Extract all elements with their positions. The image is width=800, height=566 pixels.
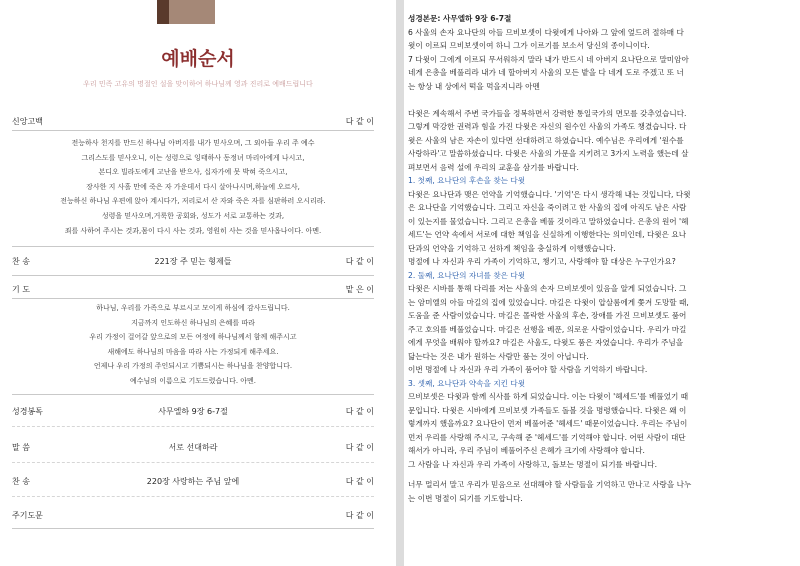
prayer-text xyxy=(12,301,374,389)
point2-line: 도움을 준 사람이었습니다. 마길은 몰락한 사울의 후손, 장애를 가진 므비보셋도 품어 xyxy=(408,311,687,320)
reading-content: 사무엘하 9장 6-7절 xyxy=(158,407,228,416)
left-page xyxy=(0,0,396,566)
point1-text xyxy=(408,188,794,269)
creed-line: 전능하사 천지를 만드신 하나님 아버지를 내가 믿사오며, 그 외아들 우리 주 예수 xyxy=(71,139,315,147)
point2-title: 2. 둘째, 요나단의 자녀를 찾은 다윗 xyxy=(408,270,526,280)
intro-line: 윗은 사울의 남은 자손이 있다면 선대하려고 하였습니다. 예수님은 우리에게 '원수를 xyxy=(408,135,684,145)
prayer-line: 새해에도 하나님의 마음을 따라 사는 가정되게 해주세요. xyxy=(107,347,279,356)
scripture-text xyxy=(408,26,794,94)
point1-line: 명절에 나 자신과 우리 가족이 기억하고, 챙기고, 사랑해야 할 대상은 누구인가요? xyxy=(408,257,676,266)
point3-line: 먼저 우리를 사랑해 주시고, 구속해 준 '헤세드'를 기억해야 합니다. 어떤 사람이 대단 xyxy=(408,432,686,442)
closing-line: 너무 멀리서 말고 우리가 믿음으로 선대해야 할 사람들을 기억하고 만나고 사랑을 나누 xyxy=(408,480,692,489)
point1-line: 이 있는지를 물었습니다. 그리고 은총을 베풀 것이라고 말하였습니다. 은총의 원어 '헤 xyxy=(408,216,689,226)
divider xyxy=(12,298,374,299)
reading-label: 성경봉독 xyxy=(12,407,43,416)
sermon-notes xyxy=(408,12,794,505)
creed-line: 그리스도를 믿사오니, 이는 성령으로 잉태하사 동정녀 마리아에게 나시고, xyxy=(81,153,305,162)
prayer-row xyxy=(12,284,374,296)
header-tab-accent xyxy=(157,0,169,24)
intro-line: 그렇게 막강한 권력과 힘을 가진 다윗은 자신의 원수인 사울의 가족도 챙겼습니다. 다 xyxy=(408,122,687,131)
page-subtitle: 우리 민족 고유의 명절인 설을 맞이하여 하나님께 영과 진리로 예배드립니다 xyxy=(83,80,313,88)
point2-line: 이번 명절에 나 자신과 우리 가족이 품어야 할 사람을 기억하기 바랍니다. xyxy=(408,365,648,374)
creed-line: 본디오 빌라도에게 고난을 받으사, 십자가에 못 박혀 죽으시고, xyxy=(98,168,288,177)
divider xyxy=(12,394,374,395)
point2-line: 에게 무엇을 배워야 할까요? 마길은 사울도, 다윗도 품은 자였습니다. 우리가 주님을 xyxy=(408,338,684,347)
point1-line: 단과의 언약을 기억하고 선하게 책임을 충실하게 이행했습니다. xyxy=(408,243,616,253)
creed-line: 죄를 사하여 주시는 것과,몸이 다시 사는 것과, 영원히 사는 것을 믿사옵나이다. 아멘. xyxy=(64,226,322,235)
hymn2-response: 다 같 이 xyxy=(345,477,374,486)
creed-line: 전능하신 하나님 우편에 앉아 계시다가, 저리로서 산 자와 죽은 자를 심판하러 오시리라. xyxy=(60,197,326,206)
point1-line: 세드'는 언약 속에서 서로에 대한 책임을 신실하게 이행한다는 의미인데, 다윗은 요나 xyxy=(408,230,687,239)
creed-line: 성령을 믿사오며,거룩한 공회와, 성도가 서로 교통하는 것과, xyxy=(101,211,285,220)
point3-line: 문입니다. 다윗은 시바에게 므비보셋 가족들도 돌볼 것을 명령했습니다. 다윗은 왜 이 xyxy=(408,405,687,415)
point1-title: 1. 첫째, 요나단의 후손을 찾는 다윗 xyxy=(408,176,526,185)
page-gutter xyxy=(396,0,404,566)
reading-response: 다 같 이 xyxy=(345,407,374,416)
sermon-content: 서로 선대하라 xyxy=(168,443,218,452)
hymn2-content: 220장 사랑하는 주님 앞에 xyxy=(146,477,240,486)
prayer-line: 예수님의 이름으로 기도드렸습니다. 아멘. xyxy=(129,376,257,385)
scripture-title: 성경본문: 사무엘하 9장 6-7절 xyxy=(408,14,512,23)
closing-text xyxy=(408,478,794,505)
point3-text xyxy=(408,390,794,471)
creed-response: 다 같 이 xyxy=(345,117,374,126)
intro-line: 다윗은 계속해서 주변 국가들을 정복하면서 강력한 통일국가의 면모를 갖추었습니다. xyxy=(408,108,687,118)
divider xyxy=(12,246,374,247)
prayer-label: 기 도 xyxy=(12,285,30,294)
scripture-line: 7 다윗이 그에게 이르되 무서워하지 말라 내가 반드시 네 아버지 요나단으로 말미암아 xyxy=(408,54,689,64)
divider xyxy=(12,528,374,529)
point3-line: 렇게까지 했을까요? 요나단이 먼저 베풀어준 '헤세드' 때문이었습니다. 우리는 주님이 xyxy=(408,419,688,428)
point2-line: 다윗은 시바를 통해 다리를 저는 사울의 손자 므비보셋이 있음을 알게 되었습니다. 그 xyxy=(408,284,687,293)
point3-line: 그 사람을 나 자신과 우리 가족이 사랑하고, 돌보는 명절이 되기를 바랍니다. xyxy=(408,459,658,469)
hymn2-label: 찬 송 xyxy=(12,477,30,486)
creed-label: 신앙고백 xyxy=(12,117,43,126)
scripture-line: 윗이 이르되 므비보셋이여 하니 그가 이르기를 보소서 당신의 종이니이다. xyxy=(408,41,650,50)
divider xyxy=(12,130,374,131)
sermon-row xyxy=(12,442,374,454)
point1-line: 은 요나단을 기억했습니다. 그리고 자신을 죽이려고 한 사울의 집에 아직도 남은 사람 xyxy=(408,203,687,212)
prayer-line: 지금까지 인도하신 하나님의 은혜를 따라 xyxy=(131,318,255,327)
scripture-line: 6 사울의 손자 요나단의 아들 므비보셋이 다윗에게 나아와 그 앞에 엎드려 절하매 다 xyxy=(408,27,684,37)
point2-text xyxy=(408,282,794,377)
prayer-line: 우리 가정이 걸어갈 앞으로의 모든 여정에 하나님께서 함께 해주시고 xyxy=(89,333,297,342)
intro-line: 사랑하라'고 말씀하셨습니다. 다윗은 사울의 가문을 지키려고 3가지 노력을 했는데 살 xyxy=(408,149,689,158)
sermon-label: 말 씀 xyxy=(12,443,30,452)
divider xyxy=(12,496,374,497)
reading-row xyxy=(12,406,374,418)
creed-text xyxy=(12,136,374,238)
divider xyxy=(12,462,374,463)
point2-line: 주고 호의를 베풀었습니다. 마길은 선행을 베푼, 의로운 사람이었습니다. 우리가 마길 xyxy=(408,324,687,334)
closing-line: 는 이번 명절이 되기를 기도합니다. xyxy=(408,493,523,503)
prayer-line: 하나님, 우리를 가족으로 부르시고 모이게 하심에 감사드립니다. xyxy=(96,304,290,312)
lords-prayer-label: 주기도문 xyxy=(12,511,43,520)
creed-line: 장사한 지 사흘 만에 죽은 자 가운데서 다시 살아나시며,하늘에 오르사, xyxy=(86,182,300,191)
scripture-line: 네게 은총을 베풀리라 내가 네 할아버지 사울의 모든 밭을 다 네게 도로 주겠고 또 너 xyxy=(408,68,684,77)
creed-row xyxy=(12,116,374,128)
intro-line: 펴보면서 음력 설에 우리의 교훈을 삼기를 바랍니다. xyxy=(408,162,579,172)
lords-prayer-response: 다 같 이 xyxy=(345,511,374,520)
scripture-line: 는 항상 내 상에서 떡을 먹을지니라 아멘 xyxy=(408,81,540,91)
point3-line: 해서가 아니라, 우리 주님이 베풀어주신 은혜가 크기에 사랑해야 합니다. xyxy=(408,446,645,455)
divider xyxy=(12,275,374,276)
hymn1-row xyxy=(12,256,374,268)
point1-line: 다윗은 요나단과 맺은 언약을 기억했습니다. '기억'은 다시 생각해 내는 것입니다, 다윗 xyxy=(408,189,691,199)
lords-prayer-row xyxy=(12,510,374,522)
right-page xyxy=(404,0,800,566)
page-title: 예배순서 xyxy=(161,48,235,70)
prayer-response: 맡 은 이 xyxy=(345,285,374,294)
divider xyxy=(12,426,374,427)
point3-title: 3. 셋째, 요나단과 약속을 지킨 다윗 xyxy=(408,378,526,388)
prayer-line: 언제나 우리 가정의 주인되시고 기쁨되시는 하나님을 찬양합니다. xyxy=(93,362,293,371)
point2-line: 는 암미엘의 아들 마길의 집에 있었습니다. 마길은 다윗이 압살롬에게 쫓겨 도망할 때, xyxy=(408,297,689,307)
sermon-response: 다 같 이 xyxy=(345,443,374,452)
point2-line: 닮는다는 것은 내가 원하는 사람만 품는 것이 아닙니다. xyxy=(408,351,589,361)
intro-text xyxy=(408,107,794,175)
hymn1-label: 찬 송 xyxy=(12,257,30,266)
hymn1-response: 다 같 이 xyxy=(345,257,374,266)
hymn1-content: 221장 주 믿는 형제들 xyxy=(154,257,232,266)
hymn2-row xyxy=(12,476,374,488)
point3-line: 므비보셋은 다윗과 함께 식사를 하게 되었습니다. 이는 다윗이 '헤세드'를 베풀었기 때 xyxy=(408,392,689,401)
